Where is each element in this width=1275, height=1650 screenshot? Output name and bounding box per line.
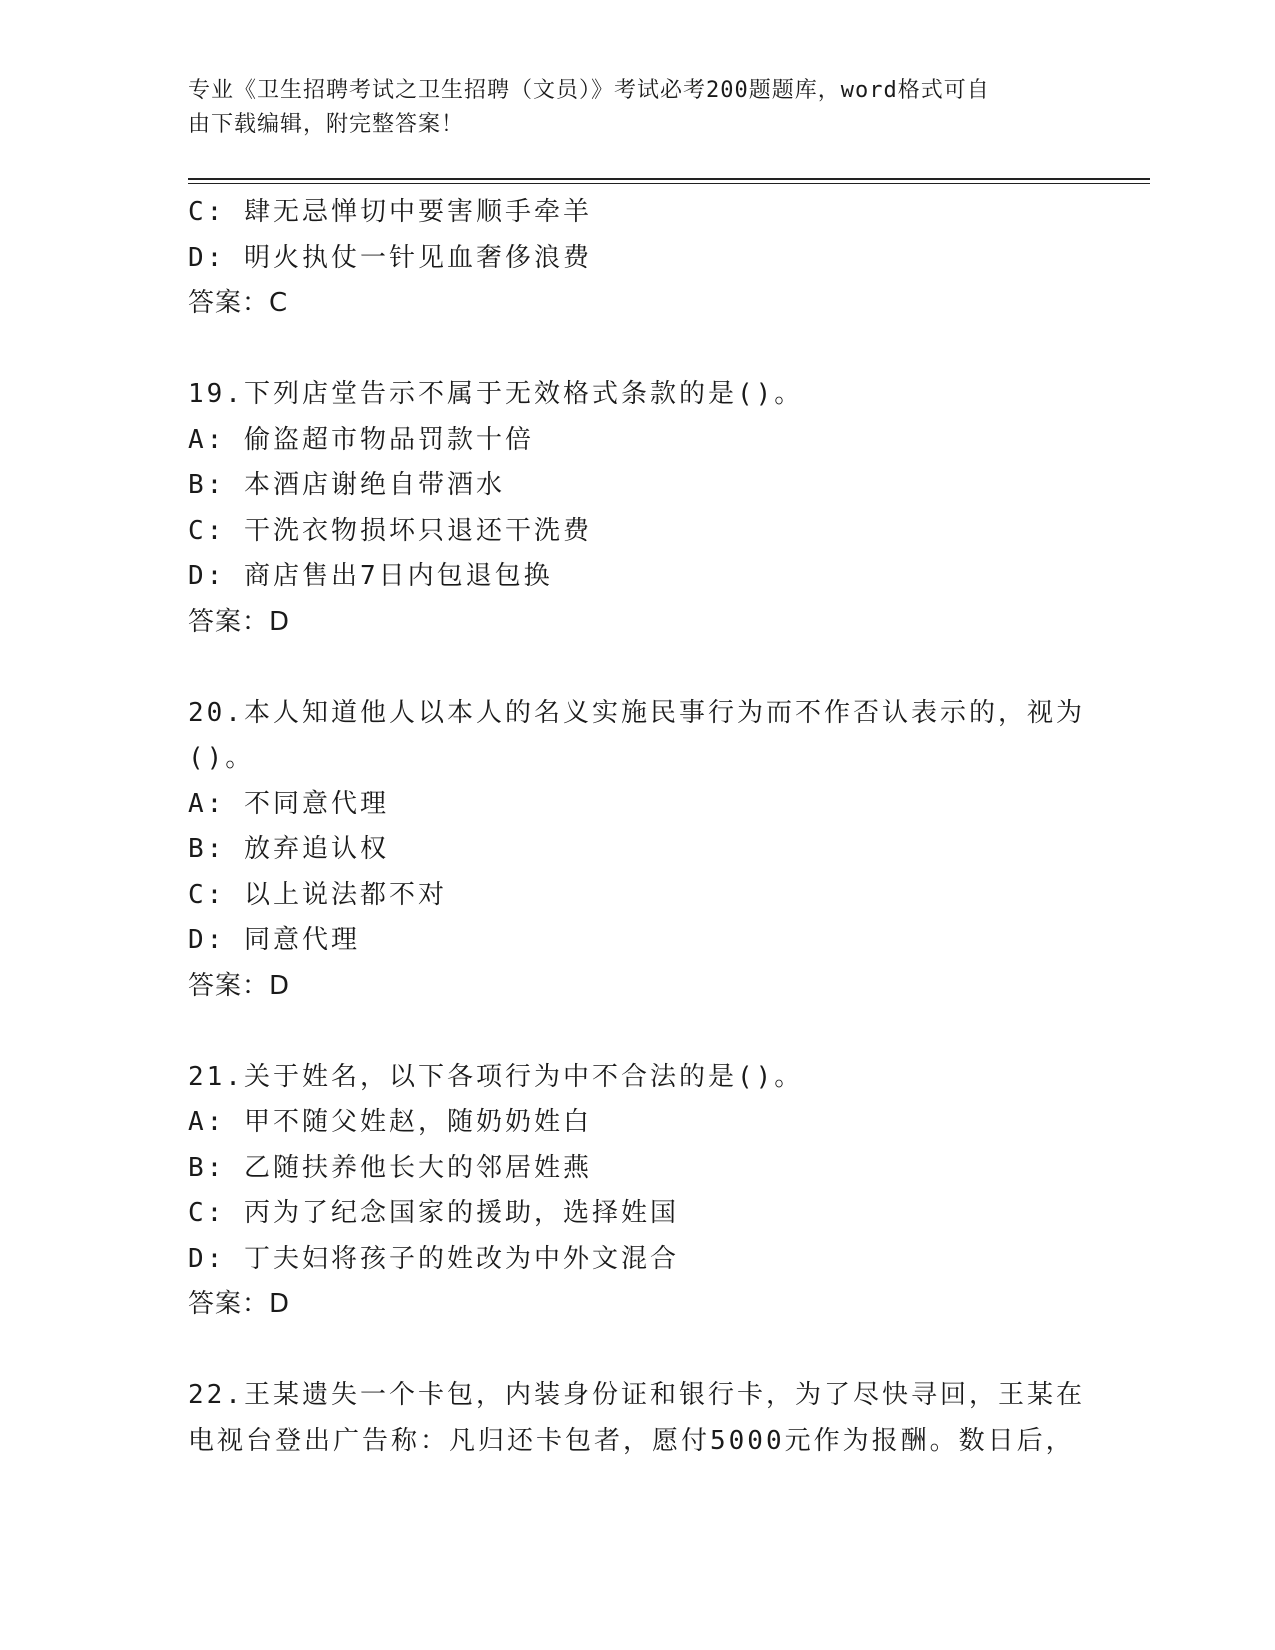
question-list — [188, 190, 1088, 1464]
question-stem: 20.本人知道他人以本人的名义实施民事行为而不作否认表示的，视为 — [188, 697, 1085, 728]
question-20 — [188, 691, 1088, 1010]
option-d: D: 同意代理 — [188, 925, 360, 955]
question-stem-continued: 电视台登出广告称：凡归还卡包者，愿付5000元作为报酬。数日后， — [188, 1425, 1075, 1456]
option-c: C: 干洗衣物损坏只退还干洗费 — [188, 515, 592, 546]
answer: 答案：D — [188, 1289, 291, 1319]
option-c: C: 以上说法都不对 — [188, 879, 447, 910]
header-divider-thick — [188, 178, 1150, 180]
header-line-1: 专业《卫生招聘考试之卫生招聘（文员）》考试必考200题题库，word格式可自 — [188, 78, 990, 103]
option-d: D: 商店售出7日内包退包换 — [188, 561, 553, 591]
option-b: B: 放弃追认权 — [188, 834, 389, 864]
question-19 — [188, 372, 1088, 645]
header-line-2: 由下载编辑，附完整答案！ — [188, 112, 465, 137]
header-divider-thin — [188, 183, 1150, 184]
question-stem: 21.关于姓名，以下各项行为中不合法的是()。 — [188, 1061, 804, 1092]
answer: 答案：D — [188, 606, 291, 637]
question-21 — [188, 1055, 1088, 1328]
document-header — [188, 74, 1068, 142]
option-a: A: 不同意代理 — [188, 788, 389, 819]
option-a: A: 偷盗超市物品罚款十倍 — [188, 424, 534, 455]
question-22 — [188, 1373, 1088, 1464]
option-a: A: 甲不随父姓赵，随奶奶姓白 — [188, 1107, 592, 1137]
answer: 答案：D — [188, 970, 291, 1001]
option-b: B: 本酒店谢绝自带酒水 — [188, 470, 505, 500]
option-b: B: 乙随扶养他长大的邻居姓燕 — [188, 1152, 592, 1183]
question-stem-continued: ()。 — [188, 743, 255, 773]
option-c: C: 丙为了纪念国家的援助，选择姓国 — [188, 1198, 679, 1228]
option-d: D: 明火执仗一针见血奢侈浪费 — [188, 242, 592, 273]
question-18-fragment — [188, 190, 1088, 327]
option-c: C: 肆无忌惮切中要害顺手牵羊 — [188, 197, 592, 227]
question-stem: 19.下列店堂告示不属于无效格式条款的是()。 — [188, 379, 804, 409]
answer: 答案：C — [188, 288, 289, 318]
option-d: D: 丁夫妇将孩子的姓改为中外文混合 — [188, 1243, 679, 1274]
question-stem: 22.王某遗失一个卡包，内装身份证和银行卡，为了尽快寻回，王某在 — [188, 1380, 1085, 1410]
